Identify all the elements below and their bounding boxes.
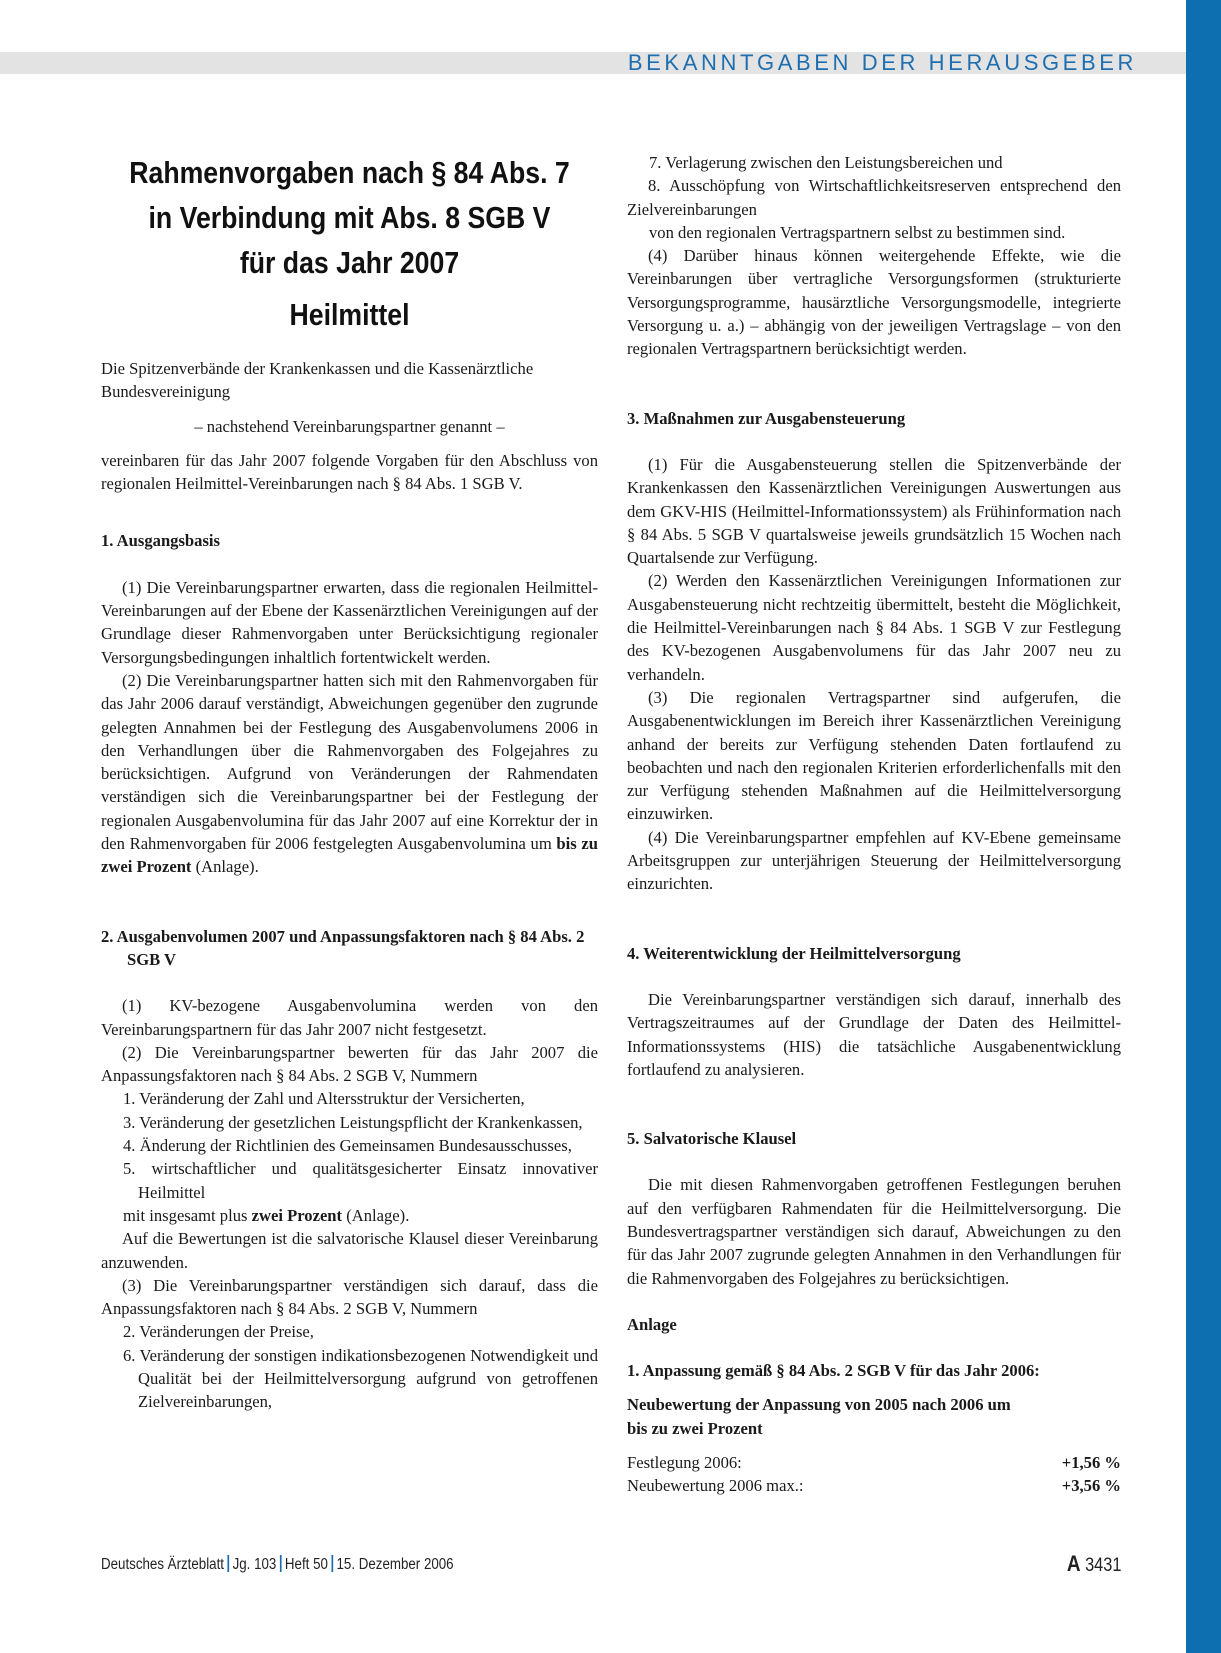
row-label: Festlegung 2006:	[627, 1453, 742, 1473]
anlage-subheading-1: 1. Anpassung gemäß § 84 Abs. 2 SGB V für das Jahr 2006:	[627, 1361, 1040, 1381]
journal-name: Deutsches Ärzteblatt	[101, 1556, 224, 1573]
right-column	[627, 151, 1121, 1498]
section-2-paragraph-1: (1) KV-bezogene Ausgabenvolumina werden von den Vereinbarungspartnern für das Jahr 2007 nicht festgesetzt.	[101, 996, 598, 1039]
section-1-heading: 1. Ausgangsbasis	[101, 531, 220, 551]
section-2-paragraph-2: (2) Die Vereinbarungspartner bewerten für das Jahr 2007 die Anpassungsfaktoren nach § 84 Abs. 2 SGB V, Nummern	[101, 1042, 598, 1086]
page-prefix: A	[1066, 1551, 1081, 1576]
list-item: 4. Änderung der Richtlinien des Gemeinsamen Bundesausschusses,	[123, 1136, 572, 1156]
section-2-summary: mit insgesamt plus zwei Prozent (Anlage).	[123, 1205, 410, 1225]
intro-paragraph-2: – nachstehend Vereinbarungspartner genannt –	[194, 416, 505, 436]
anlage-subheading-2: Neubewertung der Anpassung von 2005 nach 2006 um bis zu zwei Prozent	[627, 1395, 1011, 1438]
row-value: +3,56 %	[1061, 1476, 1121, 1496]
section-5-heading: 5. Salvatorische Klausel	[627, 1129, 797, 1149]
footer-separator	[331, 1555, 333, 1572]
intro-paragraph-1: Die Spitzenverbände der Krankenkassen und die Kassenärztliche Bundesvereinigung	[101, 359, 534, 402]
title-line-2: in Verbindung mit Abs. 8 SGB V	[148, 200, 551, 235]
page-number-value: 3431	[1084, 1555, 1121, 1576]
journal-date: 15. Dezember 2006	[336, 1556, 454, 1573]
section-2-list-end: von den regionalen Vertragspartnern selbst zu bestimmen sind.	[649, 222, 1066, 242]
list-item: 6. Veränderung der sonstigen indikationsbezogenen Notwendigkeit und Qualität bei der Heilmittelversorgung aufgrund von getroffenen Zielvereinbarungen,	[123, 1345, 598, 1412]
journal-volume: Jg. 103	[232, 1556, 277, 1573]
section-header: BEKANNTGABEN DER HERAUSGEBER	[627, 50, 1137, 75]
section-2-heading: 2. Ausgabenvolumen 2007 und Anpassungsfaktoren nach § 84 Abs. 2 SGB V	[101, 926, 585, 969]
list-item: 1. Veränderung der Zahl und Altersstruktur der Versicherten,	[123, 1089, 525, 1109]
anlage-heading: Anlage	[627, 1314, 677, 1334]
journal-issue: Heft 50	[284, 1556, 328, 1573]
subtitle: Heilmittel	[289, 297, 410, 332]
section-1-paragraph-1: (1) Die Vereinbarungspartner erwarten, dass die regionalen Heilmittel-Vereinbarungen auf der Ebene der Kassenärztlichen Vereinigungen auf der Grundlage dieser Rahmenvorgaben unter Berücksichtigung regionaler Versorgungsbedingungen inhaltlich fortentwickelt werden.	[101, 577, 598, 667]
list-item: 5. wirtschaftlicher und qualitätsgesicherter Einsatz innovativer Heilmittel	[123, 1159, 598, 1202]
title-line-1: Rahmenvorgaben nach § 84 Abs. 7	[129, 155, 570, 190]
title-line-3: für das Jahr 2007	[239, 245, 460, 280]
list-item: 7. Verlagerung zwischen den Leistungsbereichen und	[649, 153, 1003, 172]
row-label: Neubewertung 2006 max.:	[627, 1476, 804, 1496]
section-3-heading: 3. Maßnahmen zur Ausgabensteuerung	[627, 408, 906, 428]
title-block	[81, 150, 618, 336]
list-item: 8. Ausschöpfung von Wirtschaftlichkeitsreserven entsprechend den Zielvereinbarungen	[627, 176, 1121, 219]
footer-citation	[101, 1555, 454, 1574]
section-4-heading: 4. Weiterentwicklung der Heilmittelversorgung	[627, 943, 961, 963]
side-accent-bar	[1186, 0, 1221, 1653]
section-3-paragraph-4: (4) Die Vereinbarungspartner empfehlen auf KV-Ebene gemeinsame Arbeitsgruppen zur unterjährigen Steuerung der Heilmittelversorgung einzurichten.	[627, 827, 1121, 894]
page-number	[1066, 1551, 1121, 1577]
section-3-paragraph-3: (3) Die regionalen Vertragspartner sind aufgerufen, die Ausgabenentwicklungen im Bereich ihrer Kassenärztlichen Vereinigung anhand der bereits zur Verfügung stehenden Daten fortlaufend zu beobachten und nach den regionalen Kriterien erforderlichenfalls mit den zur Verfügung stehenden Maßnahmen auf die Heilmittelversorgung einzuwirken.	[627, 687, 1121, 824]
list-item: 3. Veränderung der gesetzlichen Leistungspflicht der Krankenkassen,	[123, 1112, 583, 1132]
section-3-paragraph-1: (1) Für die Ausgabensteuerung stellen die Spitzenverbände der Krankenkassen den Kassenärztlichen Vereinigungen Auswertungen aus dem GKV-HIS (Heilmittel-Informationssystem) als Frühinformation nach § 84 Abs. 5 SGB V quartalsweise jeweils grundsätzlich 15 Wochen nach Quartalsende zur Verfügung.	[627, 454, 1121, 568]
section-2-clause-note: Auf die Bewertungen ist die salvatorische Klausel dieser Vereinbarung anzuwenden.	[101, 1229, 598, 1272]
row-value: +1,56 %	[1061, 1453, 1121, 1473]
section-4-paragraph-1: Die Vereinbarungspartner verständigen sich darauf, innerhalb des Vertragszeitraumes auf der Grundlage der Daten des Heilmittel-Informationssystems (HIS) die tatsächliche Ausgabenentwicklung fortlaufend zu analysieren.	[627, 989, 1121, 1079]
section-2-paragraph-4: (4) Darüber hinaus können weitergehende Effekte, wie die Vereinbarungen über vertragliche Versorgungsformen (strukturierte Versorgungsprogramme, hausärztliche Versorgungsmodelle, integrierte Versorgung u. a.) – abhängig von der jeweiligen Vertragslage – von den regionalen Vertragspartnern berücksichtigt werden.	[627, 246, 1121, 359]
section-5-paragraph-1: Die mit diesen Rahmenvorgaben getroffenen Festlegungen beruhen auf den verfügbaren Rahmendaten für die Heilmittelversorgung. Die Bundesvertragspartner verständigen sich darauf, Abweichungen zu den für das Jahr 2007 zugrunde gelegten Annahmen in den Verhandlungen für die Rahmenvorgaben des Folgejahres zu berücksichtigen.	[627, 1175, 1121, 1288]
list-item: 2. Veränderungen der Preise,	[123, 1322, 314, 1342]
section-2-paragraph-3: (3) Die Vereinbarungspartner verständigen sich darauf, dass die Anpassungsfaktoren nach § 84 Abs. 2 SGB V, Nummern	[101, 1275, 598, 1319]
left-column	[101, 150, 598, 1414]
table-row	[627, 1474, 1121, 1497]
section-3-paragraph-2: (2) Werden den Kassenärztlichen Vereinigungen Informationen zur Ausgabensteuerung nicht rechtzeitig übermittelt, besteht die Möglichkeit, die Heilmittel-Vereinbarungen nach § 84 Abs. 1 SGB V zur Festlegung des KV-bezogenen Ausgabenvolumens für das Jahr 2007 neu zu verhandeln.	[627, 571, 1121, 684]
footer-separator	[227, 1555, 229, 1572]
table-row	[627, 1451, 1121, 1474]
section-1-paragraph-2: (2) Die Vereinbarungspartner hatten sich mit den Rahmenvorgaben für das Jahr 2006 darauf verständigt, Abweichungen gegenüber den zugrunde gelegten Annahmen bei der Festlegung des Ausgabenvolumens 2006 in den Verhandlungen über die Rahmenvorgaben des Folgejahres zu berücksichtigen. Aufgrund von Veränderungen der Rahmendaten verständigen sich die Vereinbarungspartner bei der Festlegung der regionalen Ausgabenvolumina für das Jahr 2007 auf eine Korrektur der in den Rahmenvorgaben für 2006 festgelegten Ausgabenvolumina um bis zu zwei Prozent (Anlage).	[101, 670, 598, 877]
footer-separator	[280, 1555, 282, 1572]
intro-paragraph-3: vereinbaren für das Jahr 2007 folgende Vorgaben für den Abschluss von regionalen Heilmittel-Vereinbarungen nach § 84 Abs. 1 SGB V.	[101, 450, 598, 494]
